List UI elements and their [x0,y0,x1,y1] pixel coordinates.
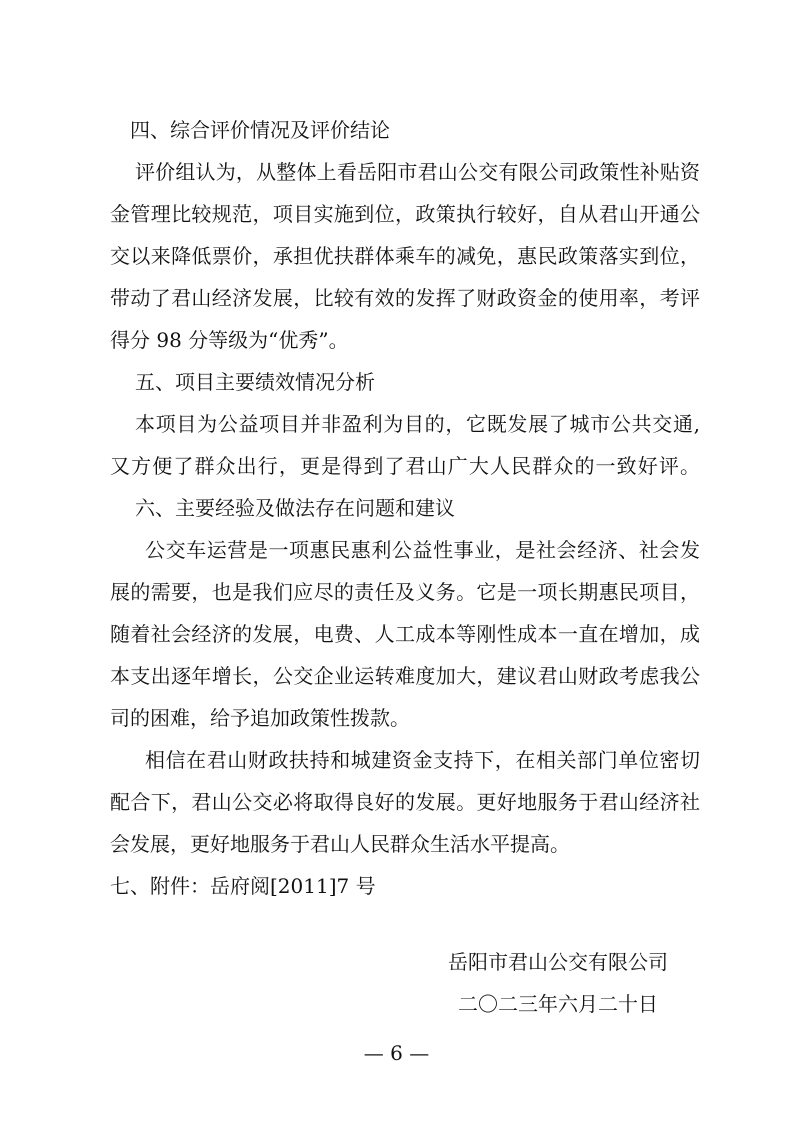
section-6-para-1-line-1: 公交车运营是一项惠民惠利公益性事业，是社会经济、社会发 [145,538,700,562]
section-4-line-2: 金管理比较规范，项目实施到位，政策执行较好，自从君山开通公 [110,202,700,226]
section-6-para-1-line-4: 本支出逐年增长，公交企业运转难度加大，建议君山财政考虑我公 [110,664,700,688]
section-4-line-5: 得分 98 分等级为“优秀”。 [110,328,349,352]
section-6-para-2-line-2: 配合下，君山公交必将取得良好的发展。更好地服务于君山经济社 [110,790,700,814]
section-4-line-1: 评价组认为，从整体上看岳阳市君山公交有限公司政策性补贴资 [135,160,700,184]
section-6-para-1-line-2: 展的需要，也是我们应尽的责任及义务。它是一项长期惠民项目， [110,580,700,604]
section-6-para-2-line-3: 会发展，更好地服务于君山人民群众生活水平提高。 [110,832,570,856]
section-4-heading: 四、综合评价情况及评价结论 [130,118,390,142]
section-6-para-1-line-5: 司的困难，给予追加政策性拨款。 [110,706,410,730]
signature-company: 岳阳市君山公交有限公司 [448,950,668,974]
section-4-line-3: 交以来降低票价，承担优扶群体乘车的减免，惠民政策落实到位， [110,244,700,268]
section-6-para-2-line-1: 相信在君山财政扶持和城建资金支持下，在相关部门单位密切 [145,748,700,772]
page-number: — 6 — [363,1041,430,1065]
section-5-line-1: 本项目为公益项目并非盈利为目的，它既发展了城市公共交通, [135,412,700,436]
section-6-para-1-line-3: 随着社会经济的发展，电费、人工成本等刚性成本一直在增加，成 [110,622,700,646]
section-4-line-4: 带动了君山经济发展，比较有效的发挥了财政资金的使用率，考评 [110,286,700,310]
section-5-line-2: 又方便了群众出行，更是得到了君山广大人民群众的一致好评。 [110,454,700,478]
section-7-heading: 七、附件：岳府阅[2011]7 号 [110,874,376,898]
signature-date: 二〇二三年六月二十日 [458,992,658,1016]
section-5-heading: 五、项目主要绩效情况分析 [135,370,375,394]
section-6-heading: 六、主要经验及做法存在问题和建议 [135,496,455,520]
